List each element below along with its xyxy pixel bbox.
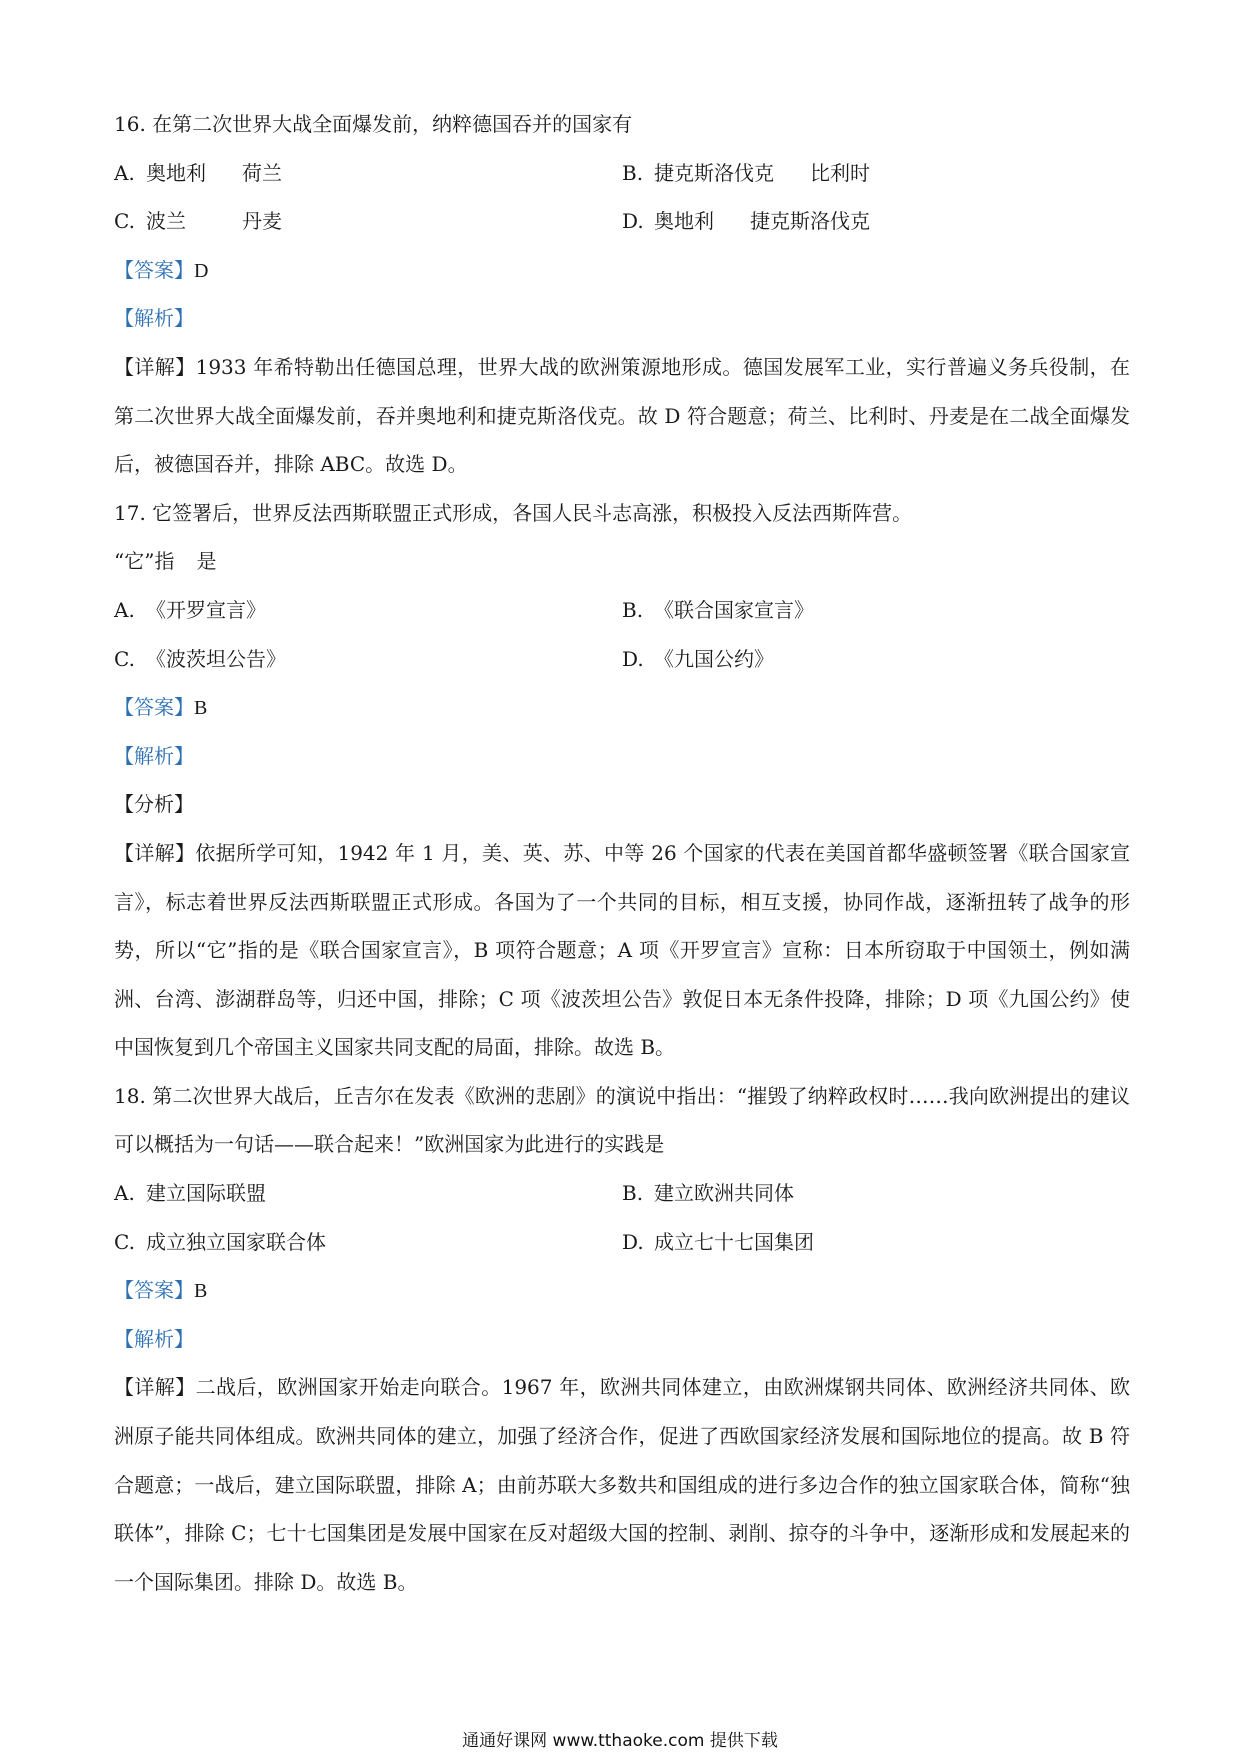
q16-options-row-1: [114, 149, 1130, 198]
q17-detail: 【详解】依据所学可知，1942 年 1 月，美、英、苏、中等 26 个国家的代表在美国首都华盛顿签署《联合国家宣言》，标志着世界反法西斯联盟正式形成。各国为了一个共同的目标，相互支援，协同作战，逐渐扭转了战争的形势，所以“它”指的是《联合国家宣言》，B 项符合题意；A 项《开罗宣言》宣称：日本所窃取于中国领土，例如满洲、台湾、澎湖群岛等，归还中国，排除；C 项《波茨坦公告》敦促日本无条件投降，排除；D 项《九国公约》使中国恢复到几个帝国主义国家共同支配的局面，排除。故选 B。: [114, 840, 1131, 1060]
q16-option-b: B. 捷克斯洛伐克 比利时: [622, 160, 870, 185]
q18-option-c: C. 成立独立国家联合体: [114, 1229, 326, 1254]
q16-option-c: C. 波兰 丹麦: [114, 209, 282, 234]
q18-option-b: B. 建立欧洲共同体: [622, 1181, 794, 1206]
q18-answer: 【答案】B: [114, 1278, 208, 1303]
q18-analysis-heading: 【解析】: [114, 1326, 194, 1351]
q16-option-d: D. 奥地利 捷克斯洛伐克: [622, 209, 870, 234]
q17-options-row-1: [114, 586, 1130, 635]
q17-option-a: A. 《开罗宣言》: [114, 597, 266, 622]
q17-answer: 【答案】B: [114, 695, 208, 720]
q17-stem: 17. 它签署后，世界反法西斯联盟正式形成，各国人民斗志高涨，积极投入反法西斯阵营。: [114, 500, 913, 525]
q17-option-c: C. 《波茨坦公告》: [114, 646, 286, 671]
q16-option-a: A. 奥地利 荷兰: [114, 160, 282, 185]
q16-detail: 【详解】1933 年希特勒出任德国总理，世界大战的欧洲策源地形成。德国发展军工业，实行普遍义务兵役制，在第二次世界大战全面爆发前，吞并奥地利和捷克斯洛伐克。故 D 符合题意；荷兰、比利时、丹麦是在二战全面爆发后，被德国吞并，排除 ABC。故选 D。: [114, 354, 1131, 477]
q18-options-row-2: [114, 1218, 1130, 1267]
q17-option-d: D. 《九国公约》: [622, 646, 774, 671]
q18-stem: 18. 第二次世界大战后，丘吉尔在发表《欧洲的悲剧》的演说中指出：“摧毁了纳粹政权时……我向欧洲提出的建议可以概括为一句话——联合起来！”欧洲国家为此进行的实践是: [114, 1083, 1130, 1157]
page-footer: 通通好课网 www.tthaoke.com 提供下载: [462, 1731, 778, 1751]
q16-analysis-heading: 【解析】: [114, 306, 194, 331]
content: [114, 100, 1130, 1606]
q16-options-row-2: [114, 197, 1130, 246]
q17-analysis-heading: 【解析】: [114, 743, 194, 768]
q17-fenxi-heading: 【分析】: [114, 792, 194, 817]
q17-option-b: B. 《联合国家宣言》: [622, 597, 814, 622]
q16-answer: 【答案】D: [114, 257, 209, 282]
q18-option-a: A. 建立国际联盟: [114, 1181, 266, 1206]
q18-options-row-1: [114, 1169, 1130, 1218]
q17-options-row-2: [114, 635, 1130, 684]
q18-option-d: D. 成立七十七国集团: [622, 1229, 814, 1254]
q16-stem: 16. 在第二次世界大战全面爆发前，纳粹德国吞并的国家有: [114, 112, 633, 136]
q18-detail: 【详解】二战后，欧洲国家开始走向联合。1967 年，欧洲共同体建立，由欧洲煤钢共同体、欧洲经济共同体、欧洲原子能共同体组成。欧洲共同体的建立，加强了经济合作，促进了西欧国家经济发展和国际地位的提高。故 B 符合题意；一战后，建立国际联盟，排除 A；由前苏联大多数共和国组成的进行多边合作的独立国家联合体，简称“独联体”，排除 C；七十七国集团是发展中国家在反对超级大国的控制、剥削、掠夺的斗争中，逐渐形成和发展起来的一个国际集团。排除 D。故选 B。: [114, 1375, 1131, 1594]
q17-stem-line-2: “它”指 是: [114, 549, 217, 574]
